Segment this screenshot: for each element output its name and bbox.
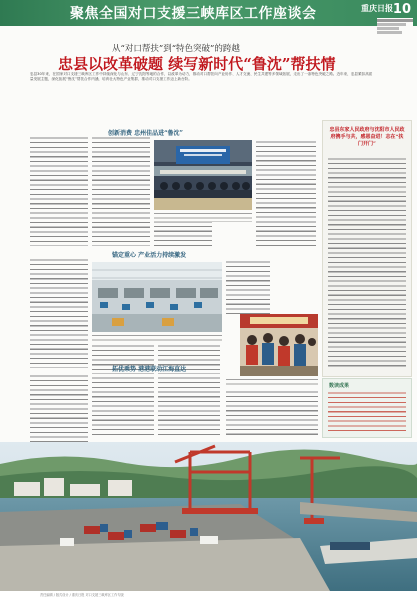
section-heading-consumption: 创新消费 忠州佳品进“鲁沈” [108, 130, 183, 137]
body-text-col4a [256, 140, 316, 246]
caption-conference [154, 212, 252, 222]
data-box-title: 数读成果 [329, 383, 350, 389]
body-text-col1a [30, 136, 88, 246]
photo-factory [92, 262, 222, 332]
page-meta-column [377, 18, 413, 35]
factory-image [92, 262, 222, 332]
sidebar-text [328, 157, 406, 369]
data-box [322, 378, 412, 438]
page-number: 10 [392, 2, 411, 17]
photo-conference [154, 140, 252, 210]
photo-market [240, 314, 318, 376]
data-box-text [328, 391, 406, 433]
masthead-banner [0, 0, 417, 26]
caption-market [226, 378, 318, 386]
sidebar-box [322, 120, 412, 377]
footer-text: 责任编辑 / 版式设计 / 重庆日报 对口支援三峡库区工作专版 [40, 593, 124, 597]
page-footer [0, 591, 417, 600]
body-text-col2c [92, 376, 154, 438]
body-text-col4c [226, 390, 318, 438]
article-kicker: 从“对口帮扶”到“特色突破”的跨越 [112, 44, 240, 54]
body-text-col3c [158, 376, 220, 438]
sidebar-title: 忠县东家人民政府与沈阳市人民政府携手与共，感恩奋进！志在“扶门开门” [329, 127, 405, 147]
photo-port-panorama [0, 442, 417, 591]
conference-image [154, 140, 252, 210]
caption-factory [92, 334, 222, 342]
article-headline: 忠县以改革破题 续写新时代“鲁沈”帮扶情 [58, 55, 336, 73]
paper-name: 重庆日报 [361, 3, 393, 13]
article-lead: 忠县30年来，在国家对口支援三峡库区工作中持续深化与山东、辽宁沈阳等地的合作，以改革为动力，推动对口帮扶向产业协作、人才交流、民生共建等多领域拓展，走出了一条特色突破之路。近年来，忠县紧扣高质量发展主题，深化拓展“鲁沈”帮扶合作内涵，培育壮大特色产业集群，推动对口支援工作迈上新台阶。 [30, 72, 373, 81]
section-heading-port: 拓优乘势 港港联动江海直达 [112, 366, 187, 373]
masthead-title: 聚焦全国对口支援三峡库区工作座谈会 [70, 6, 317, 22]
section-heading-industry: 锚定重心 产业活力持续激发 [112, 252, 187, 259]
body-text-col1c [30, 374, 88, 442]
body-text-col2a [92, 136, 150, 246]
body-text-col1b [30, 258, 88, 368]
market-image [240, 314, 318, 376]
body-text-col4b [226, 260, 270, 314]
port-image [0, 442, 417, 591]
